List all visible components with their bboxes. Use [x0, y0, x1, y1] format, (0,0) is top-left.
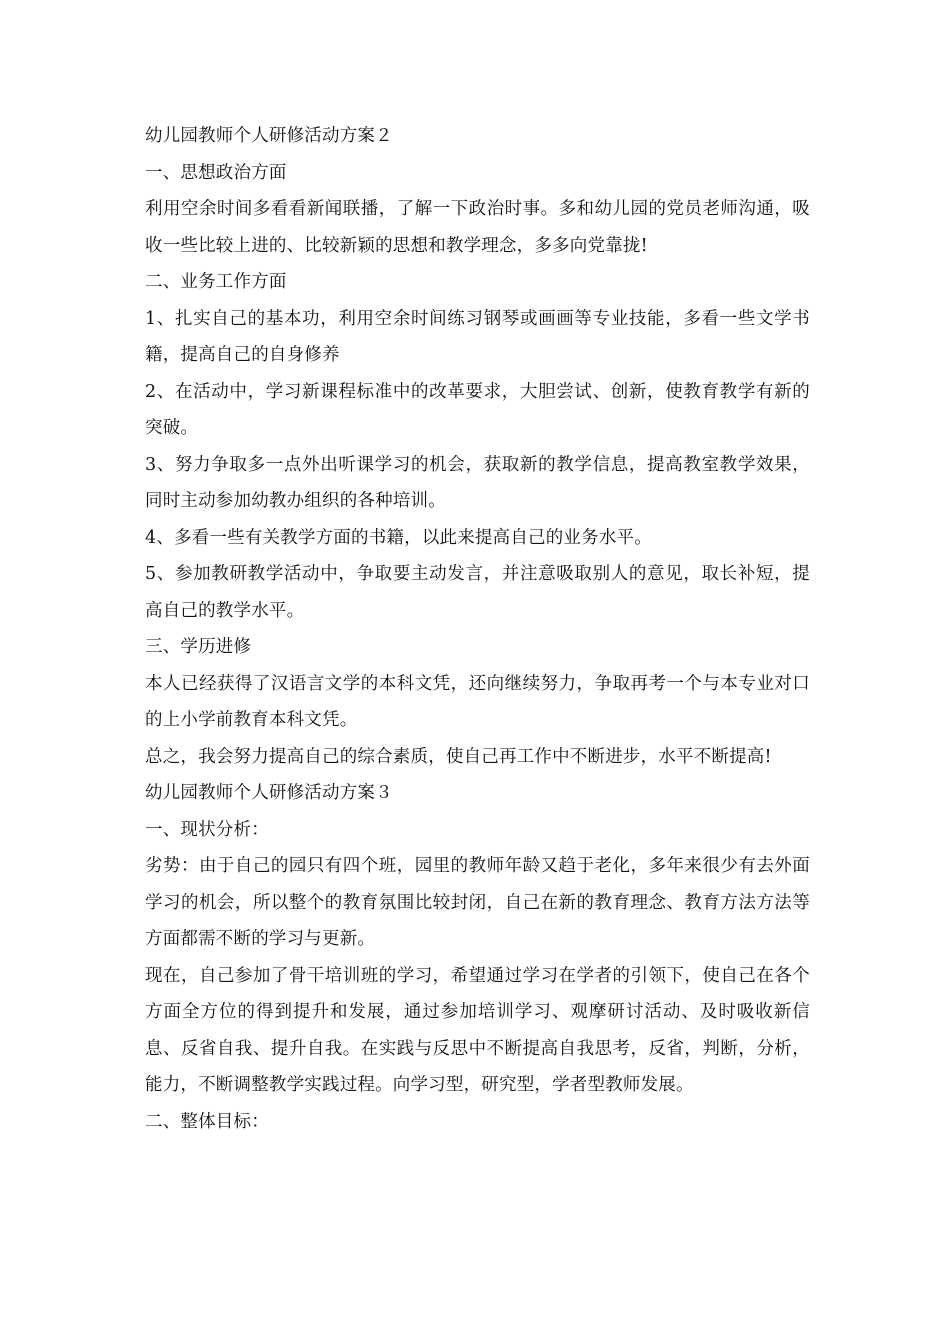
heading-3: 三、学历进修	[145, 637, 252, 657]
list-item-2: 2、在活动中，学习新课程标准中的改革要求，大胆尝试、创新，使教育教学有新的突破。	[145, 381, 810, 438]
document-body	[145, 118, 810, 1140]
list-item-1: 1、扎实自己的基本功，利用空余时间练习钢琴或画画等专业技能，多看一些文学书籍，提高自己的自身修养	[145, 308, 810, 365]
paragraph: 劣势：由于自己的园只有四个班，园里的教师年龄又趋于老化，多年来很少有去外面学习的机会，所以整个的教育氛围比较封闭，自己在新的教育理念、教育方法方法等方面都需不断的学习与更新。	[145, 856, 810, 949]
list-item-3: 3、努力争取多一点外出听课学习的机会，获取新的教学信息，提高教室教学效果，同时主动参加幼教办组织的各种培训。	[145, 454, 810, 511]
list-item-4: 4、多看一些有关教学方面的书籍，以此来提高自己的业务水平。	[145, 527, 652, 548]
heading-2: 二、业务工作方面	[145, 272, 287, 292]
paragraph: 总之，我会努力提高自己的综合素质，使自己再工作中不断进步，水平不断提高!	[145, 746, 772, 767]
paragraph: 利用空余时间多看看新闻联播，了解一下政治时事。多和幼儿园的党员老师沟通，吸收一些比较上进的、比较新颖的思想和教学理念，多多向党靠拢!	[145, 199, 810, 256]
paragraph: 本人已经获得了汉语言文学的本科文凭，还向继续努力，争取再考一个与本专业对口的上小学前教育本科文凭。	[145, 673, 810, 730]
heading-1: 一、思想政治方面	[145, 162, 287, 183]
section-title-2: 幼儿园教师个人研修活动方案２	[145, 126, 393, 146]
heading-2: 二、整体目标：	[145, 1111, 269, 1132]
section-title-3: 幼儿园教师个人研修活动方案３	[145, 783, 393, 803]
list-item-5: 5、参加教研教学活动中，争取要主动发言，并注意吸取别人的意见，取长补短，提高自己的教学水平。	[145, 564, 810, 621]
heading-1: 一、现状分析：	[145, 819, 269, 840]
paragraph: 现在，自己参加了骨干培训班的学习，希望通过学习在学者的引领下，使自己在各个方面全方位的得到提升和发展，通过参加培训学习、观摩研讨活动、及时吸收新信息、反省自我、提升自我。在实践与反思中不断提高自我思考，反省，判断，分析，能力，不断调整教学实践过程。向学习型，研究型，学者型教师发展。	[145, 965, 810, 1095]
